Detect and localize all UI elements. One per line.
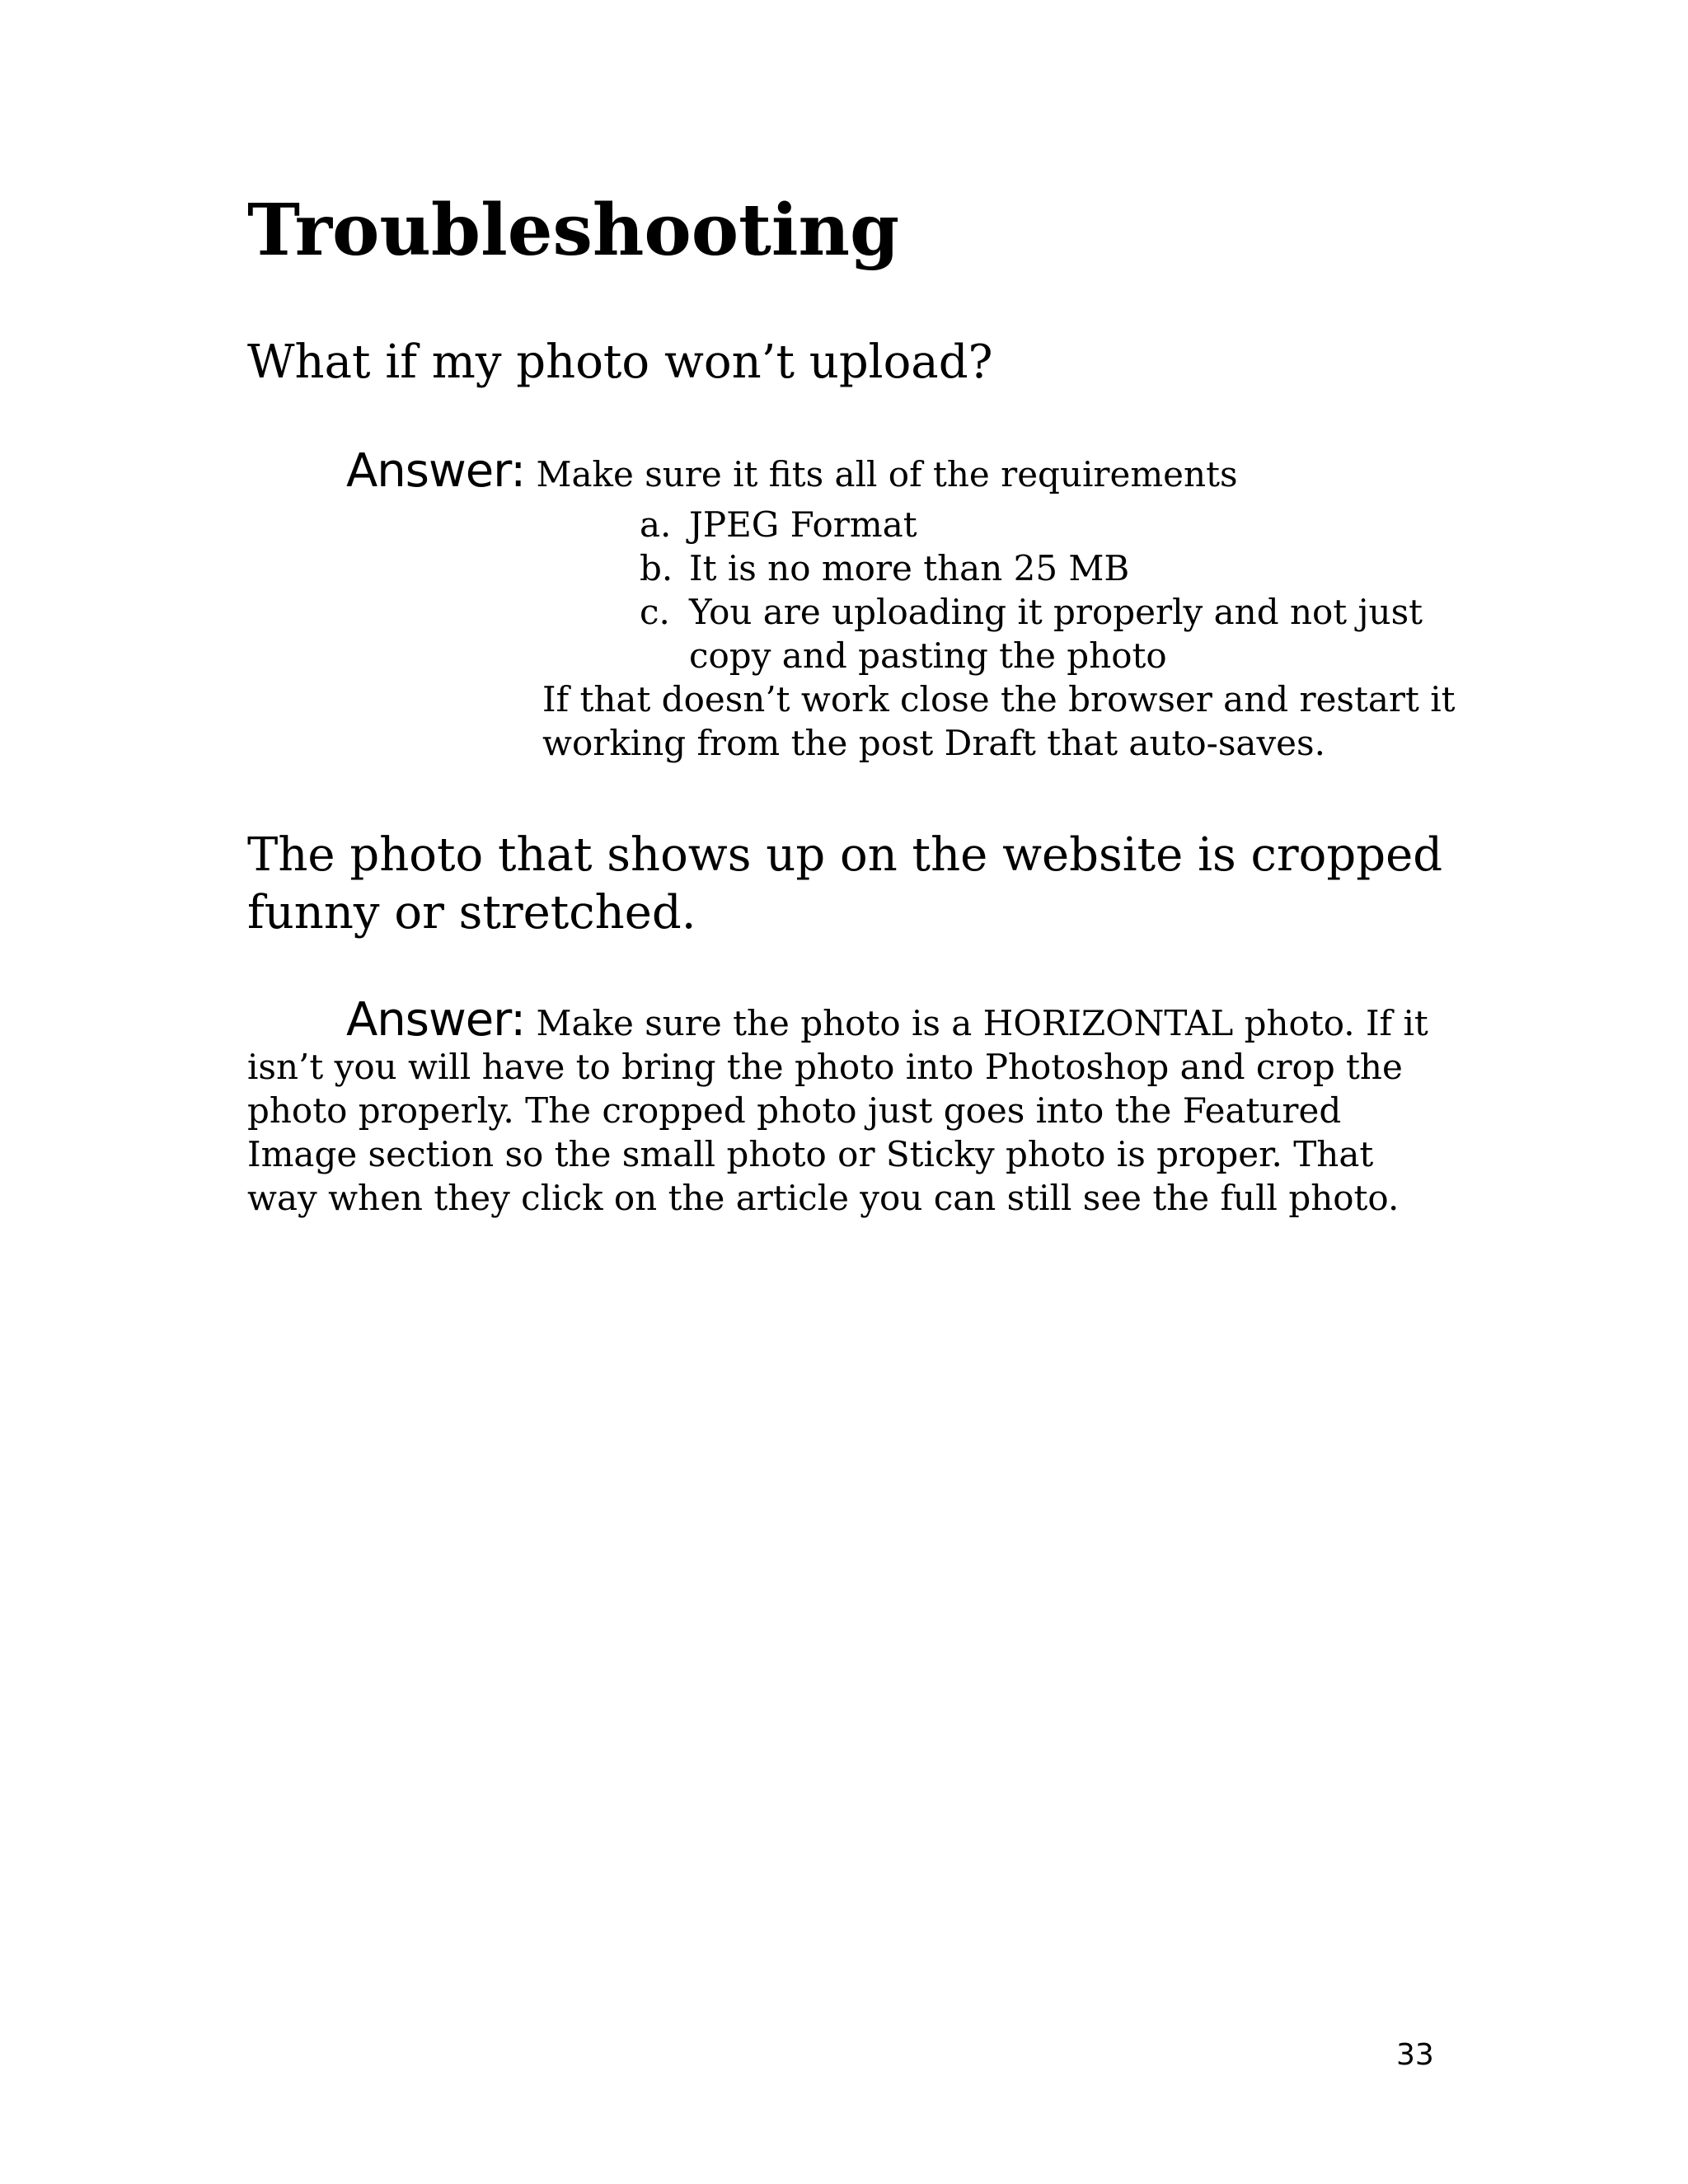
requirement-item: [640, 503, 1447, 546]
list-marker: c.: [640, 592, 670, 632]
requirement-text: It is no more than 25 MB: [689, 548, 1130, 588]
page-number: 33: [1396, 2038, 1434, 2072]
requirement-text: You are uploading it properly and not just copy and pasting the photo: [689, 592, 1423, 676]
answer-intro: Make sure it fits all of the requirements: [536, 454, 1238, 494]
requirement-text: JPEG Format: [689, 504, 917, 545]
list-marker: a.: [640, 504, 672, 545]
question-photo-cropped: The photo that shows up on the website is cropped funny or stretched.: [247, 828, 1443, 940]
page-title: Troubleshooting: [247, 189, 900, 272]
followup-text: If that doesn’t work close the browser and restart it working from the post Draft that auto-saves.: [542, 679, 1456, 763]
answer-block-cropped: [247, 993, 1434, 1220]
answer-label: Answer:: [346, 993, 526, 1047]
requirement-item: [640, 590, 1447, 677]
requirements-list: [640, 503, 1447, 677]
list-marker: b.: [640, 548, 673, 588]
answer-block-upload: [346, 444, 1238, 498]
answer-label: Answer:: [346, 444, 526, 498]
requirement-item: [640, 546, 1447, 590]
answer-text: Make sure the photo is a HORIZONTAL photo. If it isn’t you will have to bring the photo into Photoshop and crop the photo properly. The cropped photo just goes into the Featured Image section so the small photo or Sticky photo is proper. That way when they click on the article you can still see the full photo.: [247, 1003, 1428, 1218]
question-photo-upload: What if my photo won’t upload?: [247, 335, 993, 389]
